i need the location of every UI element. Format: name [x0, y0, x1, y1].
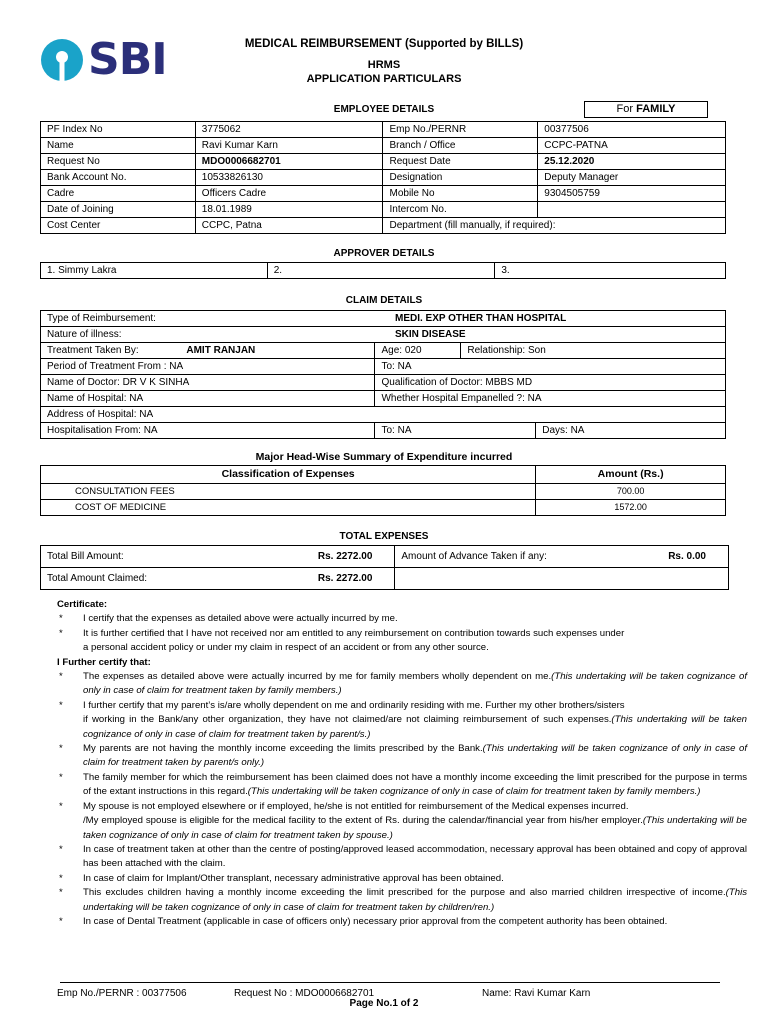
- table-row: [41, 122, 726, 138]
- table-row: [41, 568, 729, 590]
- patient-age: Age: 020: [375, 343, 461, 359]
- table-row: [41, 154, 726, 170]
- table-row: [41, 263, 726, 279]
- further-title: I Further certify that:: [57, 656, 151, 668]
- table-row: [41, 375, 726, 391]
- emp-label: Request Date: [383, 154, 538, 170]
- illness-value: SKIN DISEASE: [375, 327, 726, 343]
- table-row: [41, 343, 726, 359]
- table-row: [41, 170, 726, 186]
- advance-value: Rs. 0.00: [575, 546, 729, 568]
- advance-label: Amount of Advance Taken if any:: [395, 546, 575, 568]
- claimed-label: Total Amount Claimed:: [41, 568, 191, 590]
- period-from: Period of Treatment From : NA: [41, 359, 375, 375]
- emp-value: CCPC-PATNA: [538, 138, 726, 154]
- totals-section-title: TOTAL EXPENSES: [339, 531, 429, 542]
- table-row: [41, 546, 729, 568]
- approver-table: [40, 262, 726, 279]
- hospitalisation-days: Days: NA: [536, 423, 726, 439]
- expense-amount: 1572.00: [536, 500, 726, 516]
- approver-section-title: APPROVER DETAILS: [333, 248, 435, 259]
- emp-value: 3775062: [195, 122, 383, 138]
- emp-label: Bank Account No.: [41, 170, 196, 186]
- footer-emp: Emp No./PERNR : 00377506: [57, 988, 187, 999]
- expense-amount: 700.00: [536, 484, 726, 500]
- list-item: * The expenses as detailed above were actually incurred by me for family members wholly dependent on me.(This undertaking will be taken cognizance of only in case of claim for treatment taken by family members.): [59, 671, 747, 697]
- table-row: [41, 138, 726, 154]
- list-item: * I certify that the expenses as detailed above were actually incurred by me.: [59, 613, 398, 625]
- emp-label: PF Index No: [41, 122, 196, 138]
- emp-label: Department (fill manually, if required):: [383, 218, 726, 234]
- certificate-text: I certify that the expenses as detailed above were actually incurred by me.: [83, 613, 398, 625]
- list-item: * This excludes children having a monthly income exceeding the limit prescribed for the purpose and also married children irrespective of income.(This undertaking will be taken cognizance of only in case of claim for treatment taken by children/ren.): [59, 887, 747, 913]
- table-row: [41, 311, 726, 327]
- empty-cell: [395, 568, 729, 590]
- for-value: FAMILY: [636, 103, 676, 115]
- emp-label: Intercom No.: [383, 202, 538, 218]
- table-row: [41, 407, 726, 423]
- bill-value: Rs. 2272.00: [190, 546, 395, 568]
- emp-label: Cadre: [41, 186, 196, 202]
- footer-request: Request No : MDO0006682701: [234, 988, 375, 999]
- treatment-value: AMIT RANJAN: [180, 343, 375, 359]
- emp-value: CCPC, Patna: [195, 218, 383, 234]
- certificate-title: Certificate:: [57, 599, 108, 610]
- emp-label: Mobile No: [383, 186, 538, 202]
- employee-section-title: EMPLOYEE DETAILS: [333, 104, 435, 115]
- list-item: * My spouse is not employed elsewhere or if employed, he/she is not entitled for reimbursement of the Medical expenses incurred.: [59, 800, 629, 812]
- table-row: [41, 466, 726, 484]
- emp-value: 18.01.1989: [195, 202, 383, 218]
- table-row: [41, 202, 726, 218]
- hospitalisation-to: To: NA: [375, 423, 536, 439]
- hospital-empanelled: Whether Hospital Empanelled ?: NA: [375, 391, 726, 407]
- list-item: * The family member for which the reimbursement has been claimed does not have a monthly income exceeding the limit prescribed for the purpose in terms of the extant instructions in this regard.(This undertaking will be taken cognizance of only in case of claim for treatment taken by family members.): [59, 771, 747, 798]
- claim-type-label: Type of Reimbursement:: [41, 311, 375, 327]
- emp-label: Emp No./PERNR: [383, 122, 538, 138]
- totals-table: [40, 545, 729, 590]
- emp-value: 25.12.2020: [538, 154, 726, 170]
- list-item-cont: if working in the Bank/any other organization, they have not claimed/are not claiming reimbursement of such expenses.(This undertaking will be taken cognizance of only in case of claim for treatment taken by parent/s.): [83, 714, 747, 740]
- emp-value: Officers Cadre: [195, 186, 383, 202]
- certificate-text: It is further certified that I have not received nor am entitled to any reimbursement on contribution towards such expenses under: [83, 627, 625, 639]
- table-row: [41, 186, 726, 202]
- form-subtitle: APPLICATION PARTICULARS: [306, 73, 462, 85]
- emp-value: 10533826130: [195, 170, 383, 186]
- illness-label: Nature of illness:: [41, 327, 375, 343]
- emp-value: [538, 202, 726, 218]
- col-classification: Classification of Expenses: [41, 466, 536, 484]
- emp-value: 9304505759: [538, 186, 726, 202]
- emp-value: Ravi Kumar Karn: [195, 138, 383, 154]
- hospital-address: Address of Hospital: NA: [41, 407, 726, 423]
- emp-value: MDO0006682701: [195, 154, 383, 170]
- logo-wordmark: SBI: [88, 34, 167, 85]
- table-row: [41, 500, 726, 516]
- claim-section-title: CLAIM DETAILS: [345, 295, 423, 306]
- list-item: * It is further certified that I have not received nor am entitled to any reimbursement on contribution towards such expenses under: [59, 627, 625, 639]
- claim-type-value: MEDI. EXP OTHER THAN HOSPITAL: [375, 311, 726, 327]
- certificate-block: [57, 598, 747, 929]
- footer-divider: [60, 982, 720, 983]
- doctor-qualification: Qualification of Doctor: MBBS MD: [375, 375, 726, 391]
- expense-name: CONSULTATION FEES: [41, 484, 536, 500]
- hospitalisation-from: Hospitalisation From: NA: [41, 423, 375, 439]
- footer-name: Name: Ravi Kumar Karn: [482, 988, 591, 999]
- approver-2: 2.: [267, 263, 495, 279]
- employee-table: [40, 121, 726, 234]
- approver-3: 3.: [495, 263, 726, 279]
- expenditure-table: [40, 465, 726, 516]
- list-item: * In case of Dental Treatment (applicable in case of officers only) necessary prior approval from the competent authority has been obtained.: [59, 915, 668, 927]
- patient-relationship: Relationship: Son: [461, 343, 726, 359]
- form-title: MEDICAL REIMBURSEMENT (Supported by BILLS): [244, 38, 524, 50]
- table-row: [41, 327, 726, 343]
- expense-name: COST OF MEDICINE: [41, 500, 536, 516]
- list-item: * My parents are not having the monthly income exceeding the limits prescribed by the Bank.(This undertaking will be taken cognizance of only in case of claim for treatment taken by parent/s only.): [59, 743, 747, 769]
- emp-label: Branch / Office: [383, 138, 538, 154]
- for-prefix: For: [616, 103, 637, 115]
- claimed-value: Rs. 2272.00: [190, 568, 395, 590]
- for-family-box: [584, 101, 708, 118]
- table-row: [41, 423, 726, 439]
- list-item: * I further certify that my parent’s is/are wholly dependent on me and ordinarily residing with me. Further my other brothers/sisters: [59, 699, 625, 711]
- list-item: * In case of claim for Implant/Other transplant, necessary administrative approval has been obtained.: [59, 872, 504, 884]
- page-number: Page No.1 of 2: [349, 998, 419, 1009]
- table-row: [41, 391, 726, 407]
- table-row: [41, 484, 726, 500]
- claim-table: [40, 310, 726, 439]
- list-item: * In case of treatment taken at other than the centre of posting/approved leased accommodation, necessary approval has been obtained and copy of approval has been attached with the claim.: [59, 843, 747, 870]
- doctor-name: Name of Doctor: DR V K SINHA: [41, 375, 375, 391]
- treatment-label: Treatment Taken By:: [41, 343, 181, 359]
- list-item-cont: /My employed spouse is eligible for the medical facility to the extent of Rs. during the calendar/financial year from his/her employer.(This undertaking will be taken cognizance of only in case of claim for treatment taken by spouse.): [83, 815, 747, 841]
- table-row: [41, 218, 726, 234]
- form-system: HRMS: [367, 59, 401, 71]
- emp-label: Designation: [383, 170, 538, 186]
- emp-label: Cost Center: [41, 218, 196, 234]
- hospital-name: Name of Hospital: NA: [41, 391, 375, 407]
- bill-label: Total Bill Amount:: [41, 546, 191, 568]
- emp-label: Date of Joining: [41, 202, 196, 218]
- emp-label: Name: [41, 138, 196, 154]
- table-row: [41, 359, 726, 375]
- certificate-text: a personal accident policy or under my claim in respect of an accident or from any other source.: [83, 642, 489, 654]
- approver-1: 1. Simmy Lakra: [41, 263, 268, 279]
- col-amount: Amount (Rs.): [536, 466, 726, 484]
- expenditure-section-title: Major Head-Wise Summary of Expenditure incurred: [255, 451, 513, 463]
- emp-value: Deputy Manager: [538, 170, 726, 186]
- emp-value: 00377506: [538, 122, 726, 138]
- emp-label: Request No: [41, 154, 196, 170]
- period-to: To: NA: [375, 359, 726, 375]
